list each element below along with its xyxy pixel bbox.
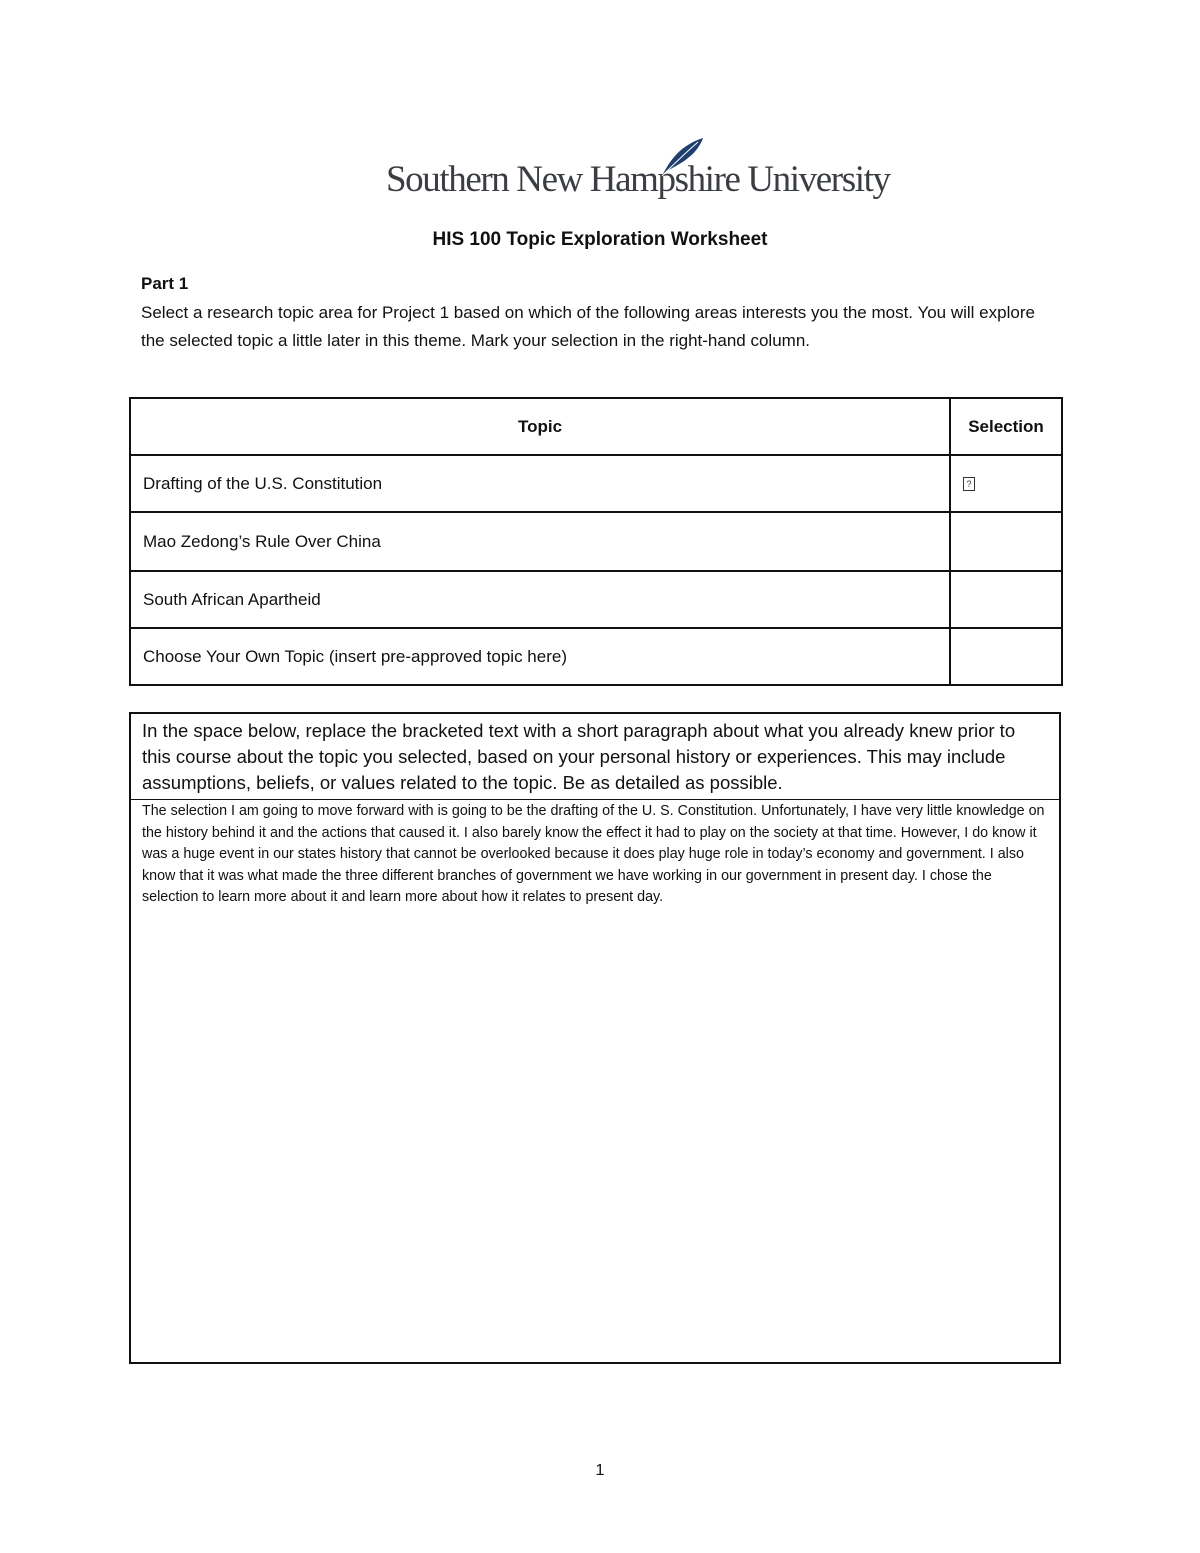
selection-mark-icon: ? (963, 477, 975, 491)
topic-cell: South African Apartheid (130, 571, 950, 628)
response-prompt: In the space below, replace the bracketed text with a short paragraph about what you already knew prior to this course about the topic you selected, based on your personal history or experiences. This may include assumptions, beliefs, or values related to the topic. Be as detailed as possible. (131, 714, 1059, 800)
feather-icon (658, 138, 704, 178)
logo-wordmark: Southern New Hampshire University (386, 159, 890, 200)
response-box (129, 712, 1061, 1364)
topic-cell: Choose Your Own Topic (insert pre-approved topic here) (130, 628, 950, 685)
table-row (130, 512, 1062, 571)
selection-column-header: Selection (950, 398, 1062, 455)
topic-column-header: Topic (130, 398, 950, 455)
page-number: 1 (595, 1462, 605, 1479)
selection-cell[interactable] (950, 512, 1062, 571)
part-label: Part 1 (141, 274, 189, 293)
intro-paragraph: Select a research topic area for Project 1 based on which of the following areas interests you the most. You will explore the selected topic a little later in this theme. Mark your selection in the right-hand column. (141, 303, 1035, 350)
selection-cell[interactable] (950, 571, 1062, 628)
selection-cell[interactable] (950, 455, 1062, 512)
document-title: HIS 100 Topic Exploration Worksheet (432, 229, 768, 250)
table-row (130, 455, 1062, 512)
university-logo (386, 138, 890, 210)
topic-cell: Drafting of the U.S. Constitution (130, 455, 950, 512)
topic-cell: Mao Zedong’s Rule Over China (130, 512, 950, 571)
response-text-area[interactable]: The selection I am going to move forward with is going to be the drafting of the U. S. Constitution. Unfortunately, I have very little knowledge on the history behind it and the actions that caused it. I also barely know the effect it had to play on the society at that time. However, I do know it was a huge event in our states history that cannot be overlooked because it does play huge role in today’s economy and government. I also know that it was what made the three different branches of government we have working in our government in present day. I chose the selection to learn more about it and learn more about how it relates to present day. (142, 803, 1045, 905)
table-row (130, 571, 1062, 628)
selection-cell[interactable] (950, 628, 1062, 685)
topic-selection-table (129, 397, 1063, 686)
table-row (130, 628, 1062, 685)
table-header-row (130, 398, 1062, 455)
